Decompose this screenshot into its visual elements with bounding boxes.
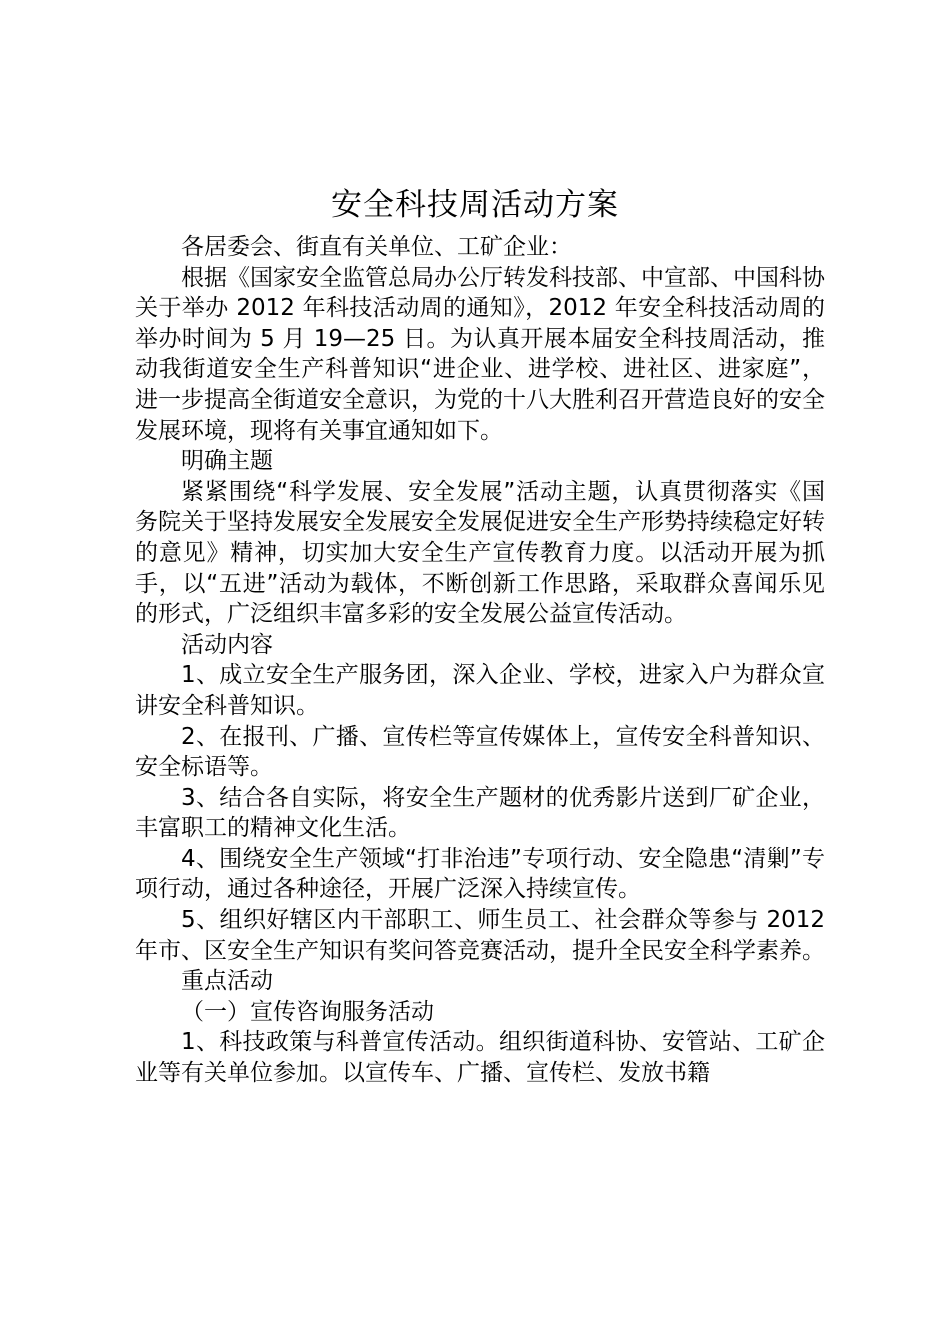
content-item-3: 3、结合各自实际，将安全生产题材的优秀影片送到厂矿企业，丰富职工的精神文化生活。 [135, 784, 825, 842]
subsection-heading-consulting: （一）宣传咨询服务活动 [181, 998, 434, 1025]
section-heading-content: 活动内容 [181, 631, 273, 658]
key-activity-item-1: 1、科技政策与科普宣传活动。组织街道科协、安管站、工矿企业等有关单位参加。以宣传车、广播、宣传栏、发放书籍 [135, 1029, 825, 1087]
intro-paragraph: 根据《国家安全监管总局办公厅转发科技部、中宣部、中国科协关于举办 2012 年科技活动周的通知》，2012 年安全科技活动周的举办时间为 5 月 19—25 日。为认真开展本届安全科技周活动，推动我街道安全生产科普知识“进企业、进学校、进社区、进家庭”，进一步提高全街道安全意识，为党的十八大胜利召开营造良好的安全发展环境，现将有关事宜通知如下。 [135, 264, 825, 444]
salutation-paragraph: 各居委会、街直有关单位、工矿企业： [181, 234, 572, 260]
theme-paragraph: 紧紧围绕“科学发展、安全发展”活动主题，认真贯彻落实《国务院关于坚持发展安全发展安全发展促进安全生产形势持续稳定好转的意见》精神，切实加大安全生产宣传教育力度。以活动开展为抓手，以“五进”活动为载体，不断创新工作思路，采取群众喜闻乐见的形式，广泛组织丰富多彩的安全发展公益宣传活动。 [135, 478, 825, 628]
content-item-4: 4、围绕安全生产领域“打非治违”专项行动、安全隐患“清剿”专项行动，通过各种途径，开展广泛深入持续宣传。 [135, 845, 825, 903]
section-heading-key-activities: 重点活动 [181, 968, 273, 995]
content-item-1: 1、成立安全生产服务团，深入企业、学校，进家入户为群众宣讲安全科普知识。 [135, 662, 825, 719]
content-item-2: 2、在报刊、广播、宣传栏等宣传媒体上，宣传安全科普知识、安全标语等。 [135, 723, 825, 781]
section-heading-theme: 明确主题 [181, 448, 273, 475]
document-body [135, 232, 825, 1089]
document-title: 安全科技周活动方案 [331, 187, 619, 223]
content-item-5: 5、组织好辖区内干部职工、师生员工、社会群众等参与 2012 年市、区安全生产知识有奖问答竞赛活动，提升全民安全科学素养。 [135, 907, 825, 964]
